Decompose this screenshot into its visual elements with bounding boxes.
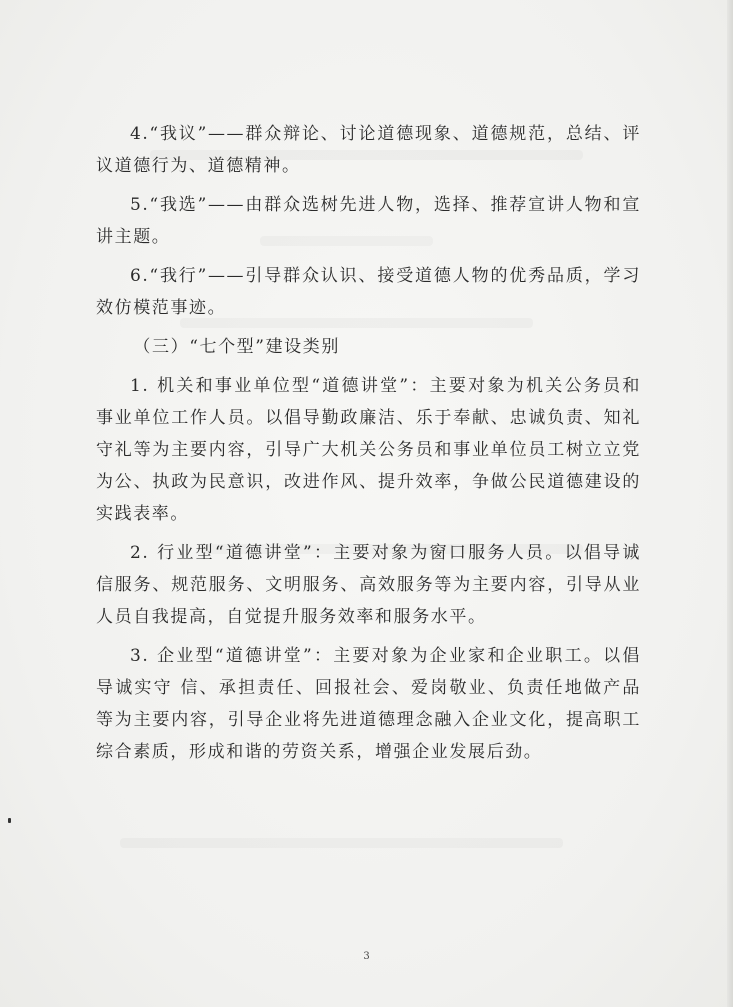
section-heading: （三）“七个型”建设类别 bbox=[133, 337, 340, 357]
paragraph-item-5: 5.“我选”——由群众选树先进人物，选择、推荐宣讲人物和宣讲主题。 bbox=[96, 195, 641, 247]
show-through-text bbox=[120, 838, 563, 848]
scan-speck bbox=[8, 818, 11, 823]
paragraph-item-6: 6.“我行”——引导群众认识、接受道德人物的优秀品质，学习效仿模范事迹。 bbox=[96, 266, 641, 318]
paragraph-type-2: 2. 行业型“道德讲堂”：主要对象为窗口服务人员。以倡导诚信服务、规范服务、文明服务、高效服务等为主要内容，引导从业人员自我提高，自觉提升服务效率和服务水平。 bbox=[96, 543, 641, 627]
paragraph-type-1: 1. 机关和事业单位型“道德讲堂”：主要对象为机关公务员和事业单位工作人员。以倡导勤政廉洁、乐于奉献、忠诚负责、知礼守礼等为主要内容，引导广大机关公务员和事业单位员工树立立党为公、执政为民意识，改进作风、提升效率，争做公民道德建设的实践表率。 bbox=[96, 376, 641, 524]
paragraph-type-3: 3. 企业型“道德讲堂”：主要对象为企业家和企业职工。以倡导诚实守 信、承担责任、回报社会、爱岗敬业、负责任地做产品等为主要内容，引导企业将先进道德理念融入企业文化，提高职工综合素质，形成和谐的劳资关系，增强企业发展后劲。 bbox=[96, 646, 641, 762]
paragraph-item-4: 4.“我议”——群众辩论、讨论道德现象、道德规范，总结、评议道德行为、道德精神。 bbox=[96, 124, 641, 176]
page-number: 3 bbox=[363, 951, 370, 962]
page-edge-shadow bbox=[727, 0, 733, 1007]
document-body bbox=[96, 118, 641, 775]
